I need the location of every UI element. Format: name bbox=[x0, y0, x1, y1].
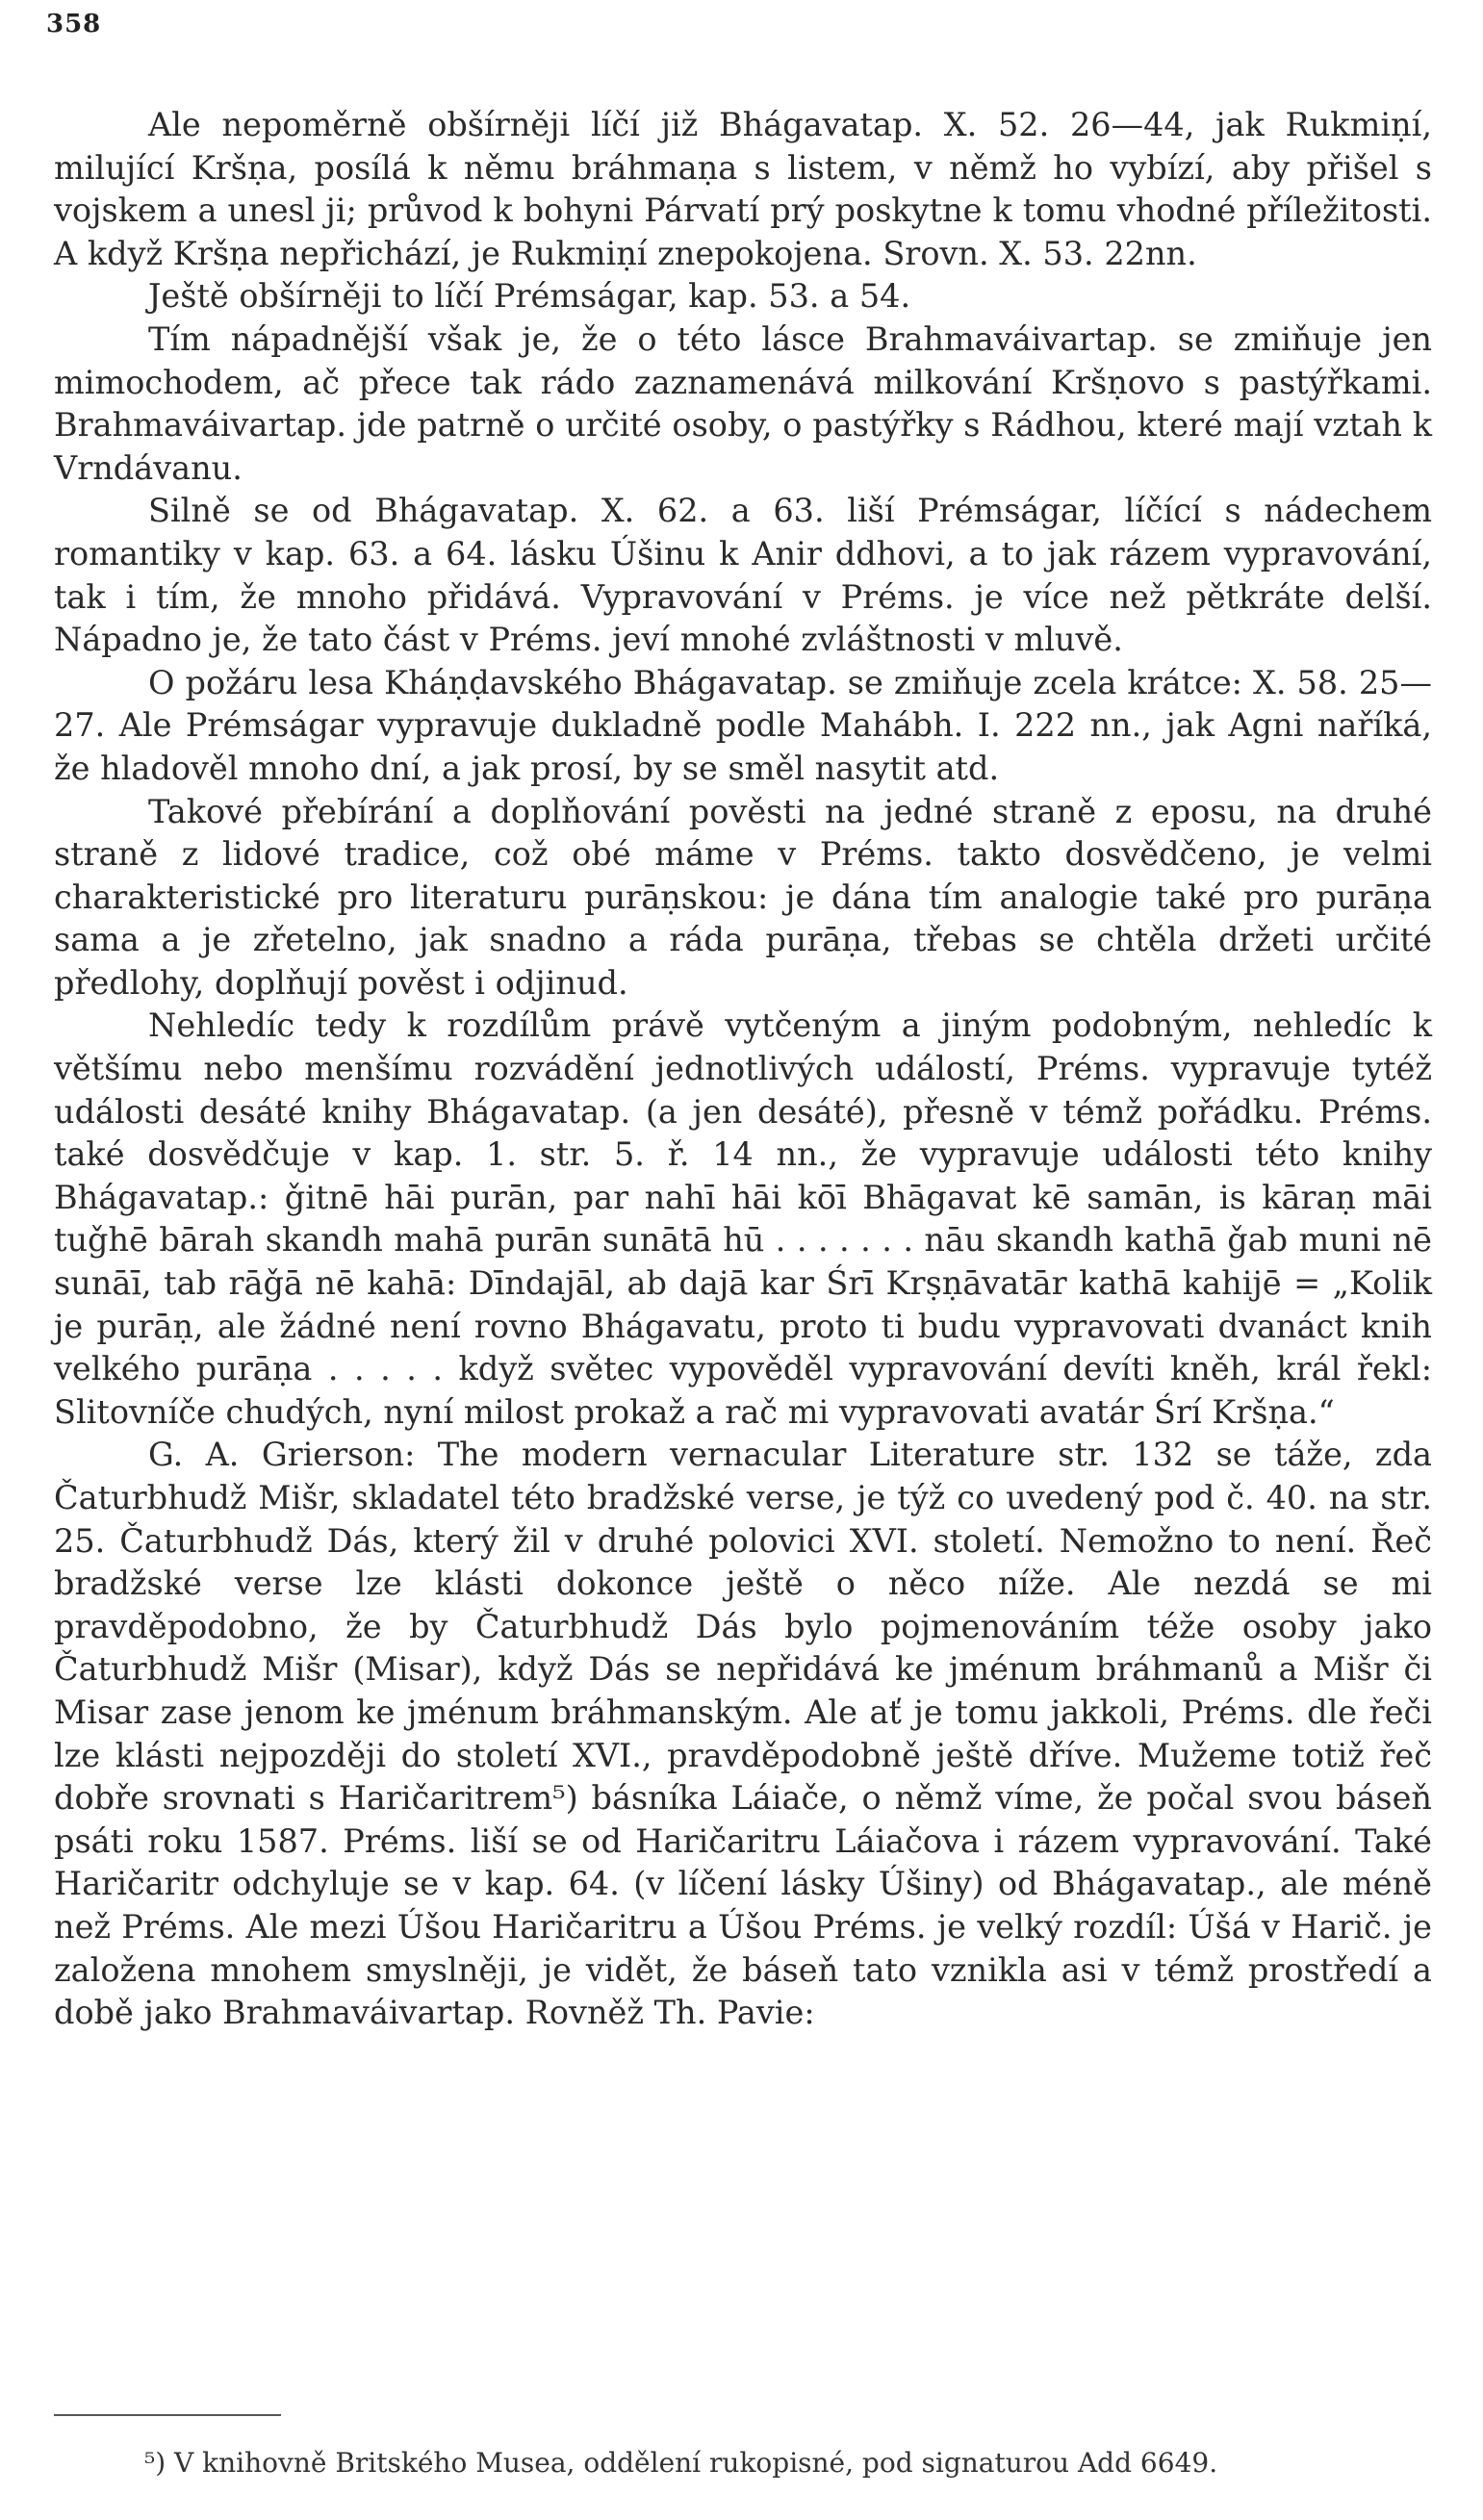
paragraph: O požáru lesa Kháṇḍavského Bhágavatap. se zmiňuje zcela krátce: X. 58. 25—27. Ale Prémságar vypravuje dukladně podle Mahábh. I. 222 nn., jak Agni naříká, že hladověl mnoho dní, a jak prosí, by se směl nasytit atd. bbox=[54, 663, 1432, 787]
body-text bbox=[54, 104, 1432, 2035]
paragraph: Ale nepoměrně obšírněji líčí již Bhágavatap. X. 52. 26—44, jak Rukmiṇí, milující Kršṇa, posílá k němu bráhmaṇa s listem, v němž ho vybízí, aby přišel s vojskem a unesl ji; průvod k bohyni Párvatí prý poskytne k tomu vhodné příležitosti. A když Kršṇa nepřichází, je Rukmiṇí znepokojena. Srovn. X. 53. 22nn. bbox=[54, 106, 1432, 272]
page-number: 358 bbox=[46, 10, 102, 38]
paragraph: G. A. Grierson: The modern vernacular Literature str. 132 se táže, zda Čaturbhudž Mišr, skladatel této bradžské verse, je týž co uvedený pod č. 40. na str. 25. Čaturbhudž Dás, který žil v druhé polovici XVI. století. Nemožno to není. Řeč bradžské verse lze klásti dokonce ještě o něco níže. Ale nezdá se mi pravděpodobno, že by Čaturbhudž Dás bylo pojmenováním téže osoby jako Čaturbhudž Mišr (Misar), když Dás se nepřidává ke jménum bráhmanů a Mišr či Misar zase jenom ke jménum bráhmanským. Ale ať je tomu jakkoli, Préms. dle řeči lze klásti nejpozději do století XVI., pravděpodobně ještě dříve. Mužeme totiž řeč dobře srovnati s Haričaritrem⁵) básníka Láiače, o němž víme, že počal svou báseň psáti roku 1587. Préms. liší se od Haričaritru Láiačova i rázem vypravování. Také Haričaritr odchyluje se v kap. 64. (v líčení lásky Úšiny) od Bhágavatap., ale méně než Préms. Ale mezi Úšou Haričaritru a Úšou Préms. je velký rozdíl: Úšá v Harič. je založena mnohem smyslněji, je vidět, že báseň tato vznikla asi v témž prostředí a době jako Brahmaváivartap. Rovněž Th. Pavie: bbox=[54, 1436, 1432, 2032]
footnote: ⁵) V knihovně Britského Musea, oddělení rukopisné, pod signaturou Add 6649. bbox=[144, 2447, 1218, 2479]
paragraph: Silně se od Bhágavatap. X. 62. a 63. liší Prémságar, líčící s nádechem romantiky v kap. 63. a 64. lásku Úšinu k Anir ddhovi, a to jak rázem vypravování, tak i tím, že mnoho přidává. Vypravování v Préms. je více než pětkráte delší. Nápadno je, že tato část v Préms. jeví mnohé zvláštnosti v mluvě. bbox=[54, 492, 1432, 659]
footnote-divider bbox=[54, 2414, 281, 2416]
paragraph: Ještě obšírněji to líčí Prémságar, kap. 53. a 54. bbox=[148, 277, 911, 316]
paragraph: Tím nápadnější však je, že o této lásce Brahmaváivartap. se zmiňuje jen mimochodem, ač přece tak rádo zaznamenává milkování Kršṇovo s pastýřkami. Brahmaváivartap. jde patrně o určité osoby, o pastýřky s Rádhou, které mají vztah k Vrndávanu. bbox=[54, 319, 1432, 487]
paragraph: Nehledíc tedy k rozdílům právě vytčeným a jiným podobným, nehledíc k většímu nebo menšímu rozvádění jednotlivých událostí, Préms. vypravuje tytéž události desáté knihy Bhágavatap. (a jen desáté), přesně v témž pořádku. Préms. také dosvědčuje v kap. 1. str. 5. ř. 14 nn., že vypravuje události této knihy Bhágavatap.: ǧitnē hāi purān, par nahī hāi kōī Bhāgavat kē samān, is kāraṇ māi tuǧhē bārah skandh mahā purān sunātā hū . . . . . . . nāu skandh kathā ǧab muni nē sunāī, tab rāǧā nē kahā: Dīndajāl, ab dajā kar Śrī Krṣṇāvatār kathā kahijē = „Kolik je purāṇ, ale žádné není rovno Bhágavatu, proto ti budu vypravovati dvanáct knih velkého purāṇa . . . . . když světec vypověděl vypravování devíti kněh, král řekl: Slitovníče chudých, nyní milost prokaž a rač mi vypravovati avatár Śrí Kršṇa.“ bbox=[54, 1006, 1432, 1431]
paragraph: Takové přebírání a doplňování pověsti na jedné straně z eposu, na druhé straně z lidové tradice, což obé máme v Préms. takto dosvědčeno, je velmi charakteristické pro literaturu purāṇskou: je dána tím analogie také pro purāṇa sama a je zřetelno, jak snadno a ráda purāṇa, třebas se chtěla držeti určité předlohy, doplňují pověst i odjinud. bbox=[54, 792, 1432, 1002]
